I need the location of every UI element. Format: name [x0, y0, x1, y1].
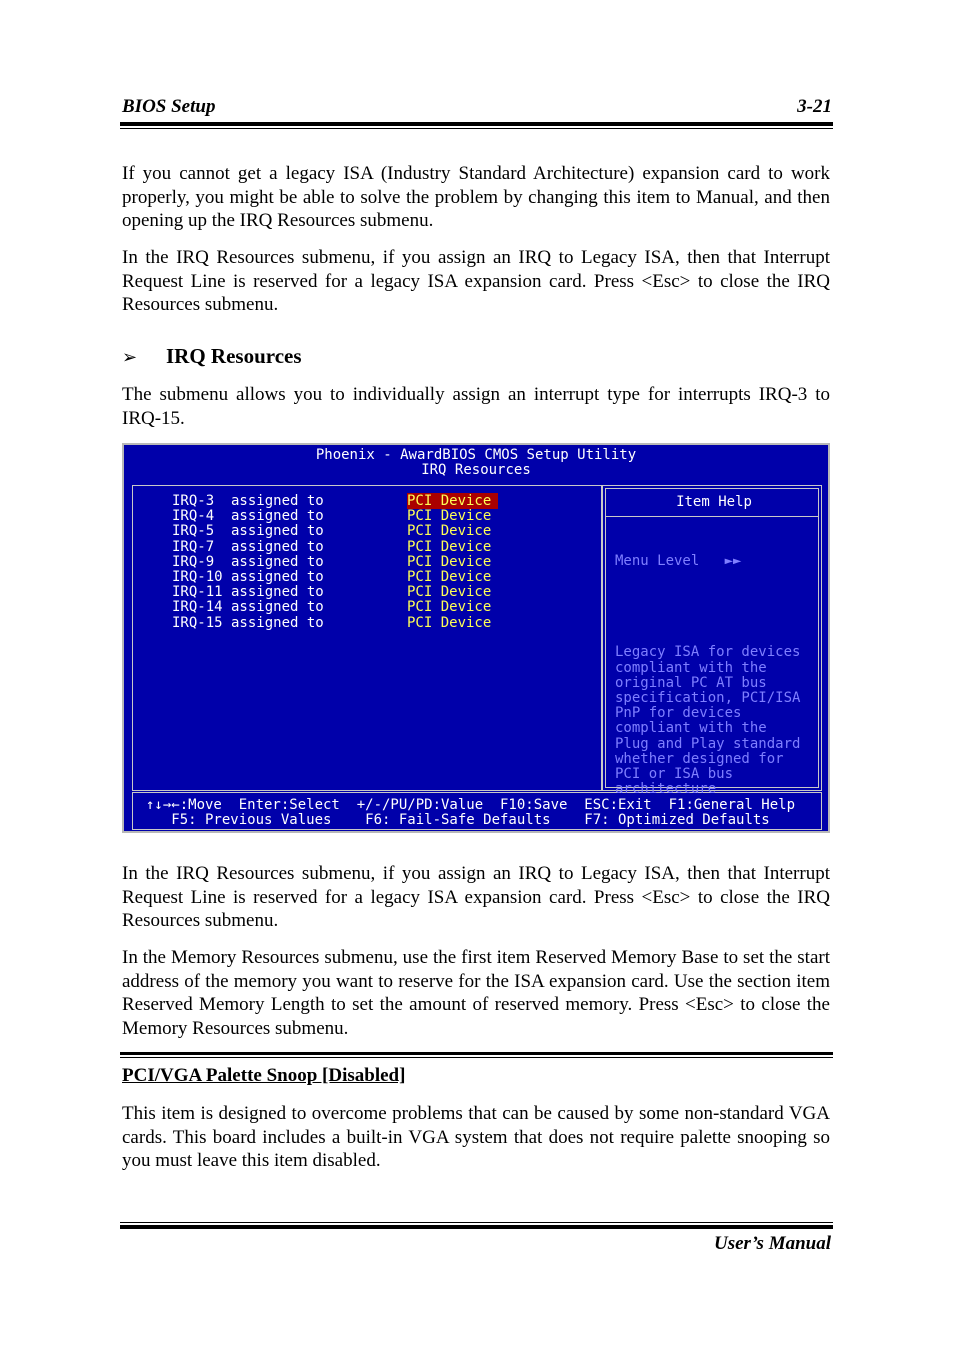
help-lines [615, 645, 800, 797]
bios-menu-item[interactable] [172, 540, 498, 555]
header-title: BIOS Setup [122, 96, 216, 117]
bios-menu-item[interactable] [172, 494, 498, 509]
page-header [122, 96, 832, 122]
menu-level: Menu Level ►► [615, 553, 742, 570]
bios-item-label: IRQ-9 assigned to [172, 553, 324, 570]
help-line: specification, PCI/ISA [615, 690, 801, 707]
bios-item-value[interactable]: PCI Device [407, 523, 492, 540]
bios-subtitle: IRQ Resources [421, 462, 531, 478]
arrow-icon: ➢ [122, 347, 138, 367]
bios-menu-item[interactable] [172, 570, 498, 585]
help-line: architecture [615, 781, 717, 798]
help-line: original PC AT bus [615, 674, 767, 691]
bios-screenshot [122, 443, 830, 833]
bios-item-value[interactable]: PCI Device [407, 584, 492, 601]
bios-menu-item[interactable] [172, 524, 498, 539]
bios-menu-item[interactable] [172, 509, 498, 524]
help-line: PnP for devices [615, 705, 742, 722]
paragraph-6: This item is designed to overcome problems that can be caused by some non-standard VGA cards. This board includes a built-in VGA system that does not require palette snooping so you must leave this item disabled. [122, 1103, 830, 1172]
help-line: whether designed for [615, 750, 784, 767]
header-rule-thin [120, 128, 833, 129]
section-rule-thick [120, 1052, 833, 1055]
help-line: Plug and Play standard [615, 735, 801, 752]
subheading: PCI/VGA Palette Snoop [Disabled] [122, 1065, 406, 1086]
bios-key-legend-1: ↑↓→←:Move Enter:Select +/-/PU/PD:Value F10:Save ESC:Exit F1:General Help [146, 797, 796, 813]
section-heading [122, 344, 302, 369]
paragraph-2: In the IRQ Resources submenu, if you assign an IRQ to Legacy ISA, then that Interrupt Request Line is reserved for a legacy ISA expansion card. Press <Esc> to close the IRQ Resources submenu. [122, 247, 830, 316]
section-rule-thin [120, 1057, 833, 1058]
help-line: Legacy ISA for devices [615, 644, 801, 661]
bios-item-label: IRQ-11 assigned to [172, 584, 324, 601]
section-title: IRQ Resources [166, 344, 302, 368]
bios-item-label: IRQ-14 assigned to [172, 599, 324, 616]
paragraph-5: In the Memory Resources submenu, use the first item Reserved Memory Base to set the start address of the memory you want to reserve for the ISA expansion card. Use the section item Reserved Memory Length to set the amount of reserved memory. Press <Esc> to close the Memory Resources submenu. [122, 947, 830, 1039]
paragraph-3: The submenu allows you to individually assign an interrupt type for interrupts IRQ-3 to IRQ-15. [122, 384, 830, 429]
bios-item-value[interactable]: PCI Device [407, 614, 492, 631]
help-line: compliant with the [615, 659, 767, 676]
bios-menu-item[interactable] [172, 616, 498, 631]
bios-item-label: IRQ-4 assigned to [172, 508, 324, 525]
help-title: Item Help [676, 494, 752, 510]
bios-item-value[interactable]: PCI Device [407, 538, 492, 555]
bios-item-label: IRQ-15 assigned to [172, 614, 324, 631]
bios-menu-item[interactable] [172, 600, 498, 615]
bios-menu-item[interactable] [172, 555, 498, 570]
bios-item-value[interactable]: PCI Device [407, 553, 492, 570]
bios-item-label: IRQ-3 assigned to [172, 493, 324, 509]
bios-item-label: IRQ-10 assigned to [172, 568, 324, 585]
paragraph-1: If you cannot get a legacy ISA (Industry Standard Architecture) expansion card to work properly, you might be able to solve the problem by changing this item to Manual, and then opening up the IRQ Resources submenu. [122, 163, 830, 232]
bios-title: Phoenix - AwardBIOS CMOS Setup Utility [315, 447, 637, 463]
bios-item-value[interactable]: PCI Device [407, 508, 492, 525]
bios-item-value[interactable]: PCI Device [407, 599, 492, 616]
bios-item-value[interactable]: PCI Device [407, 493, 498, 509]
bios-key-legend-2: F5: Previous Values F6: Fail-Safe Defaults F7: Optimized Defaults [146, 812, 770, 828]
help-line: PCI or ISA bus [615, 766, 734, 783]
bios-item-value[interactable]: PCI Device [407, 568, 492, 585]
bios-item-label: IRQ-7 assigned to [172, 538, 324, 555]
page-number: 3-21 [797, 96, 832, 117]
bios-menu-item[interactable] [172, 585, 498, 600]
irq-list [172, 494, 498, 631]
paragraph-4: In the IRQ Resources submenu, if you assign an IRQ to Legacy ISA, then that Interrupt Request Line is reserved for a legacy ISA expansion card. Press <Esc> to close the IRQ Resources submenu. [122, 863, 830, 932]
help-body [615, 524, 800, 828]
footer-rule-thin [120, 1222, 833, 1223]
footer-text: User’s Manual [713, 1233, 831, 1254]
bios-item-label: IRQ-5 assigned to [172, 523, 324, 540]
header-rule-thick [120, 122, 833, 126]
footer-rule-thick [120, 1225, 833, 1229]
help-line: compliant with the [615, 720, 767, 737]
